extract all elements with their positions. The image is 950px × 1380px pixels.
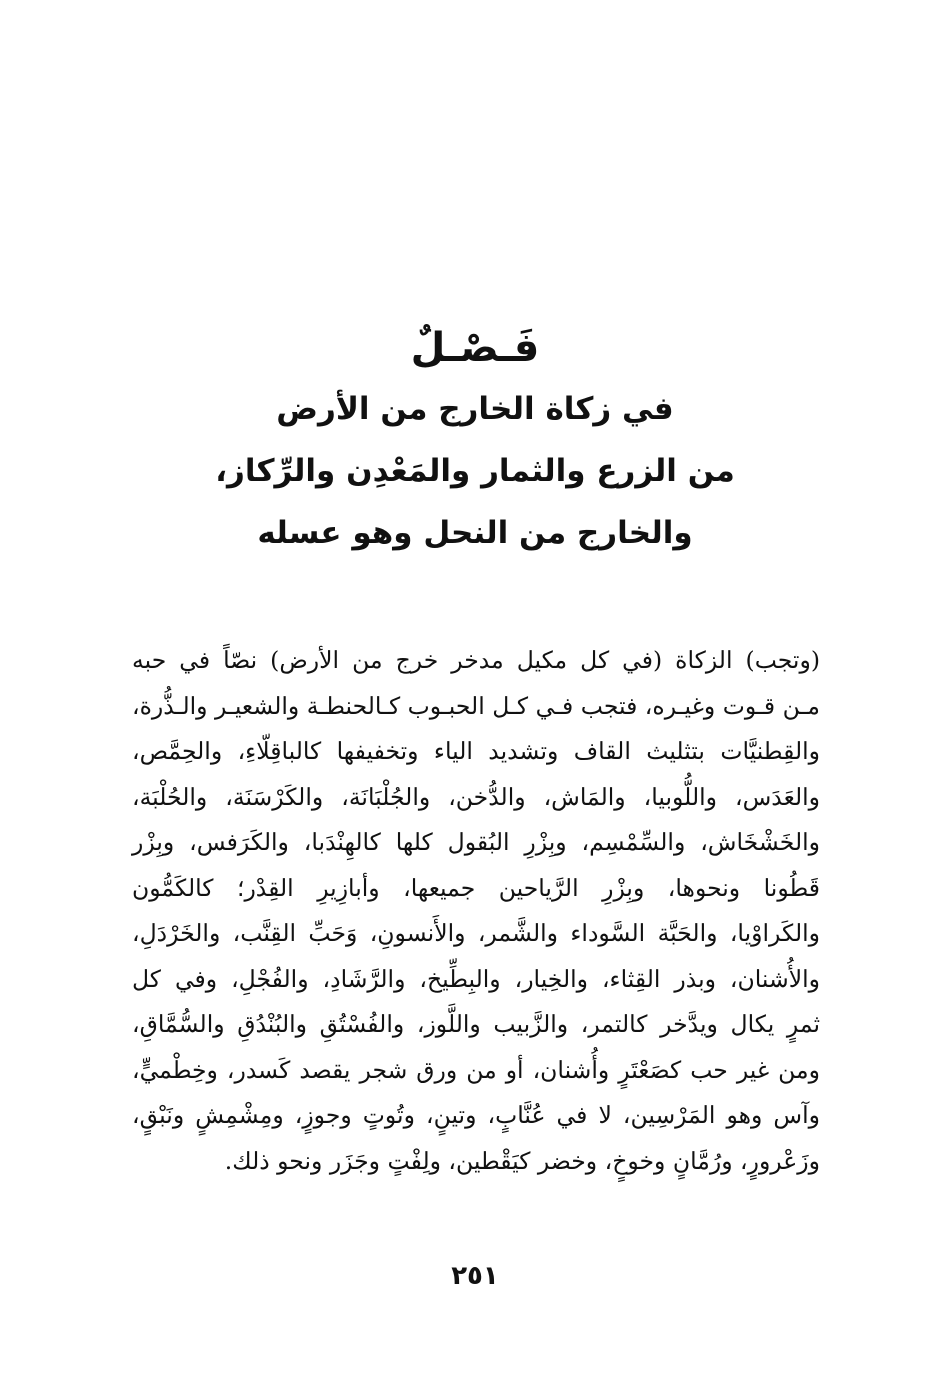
page-number: ٢٥١ xyxy=(451,1261,499,1291)
body-line: وزَعْرورٍ، ورُمَّانٍ وخوخٍ، وخضر كيَقْطين، ولِفْتٍ وجَزَر ونحو ذلك. xyxy=(224,1146,820,1175)
body-line: مـن قـوت وغيـره، فتجب فـي كـل الحبـوب كـالحنطـة والشعيـر والـذُّرة، xyxy=(132,691,820,720)
heading-line-1: في زكاة الخارج من الأرض xyxy=(276,391,674,427)
body-paragraph xyxy=(132,638,820,1184)
chapter-heading xyxy=(130,318,820,564)
body-line: ومن غير حب كصَعْتَرٍ وأُشنان، أو من ورق شجر يقصد كَسدر، وخِطْميٍّ، xyxy=(132,1055,820,1084)
body-line: والأُشنان، وبذر القِثاء، والخِيار، والبِطِّيخ، والرَّشَادِ، والفُجْلِ، وفي كل xyxy=(132,964,820,993)
section-title: فَـصْـلٌ xyxy=(410,325,540,371)
body-line: والقِطنيَّات بتثليث القاف وتشديد الياء وتخفيفها كالباقِلّاءِ، والحِمَّص، xyxy=(132,737,820,765)
body-line: والخَشْخَاش، والسِّمْسِم، وبِزْرِ البُقول كلها كالهِنْدَبا، والكَرَفس، وبِزْر xyxy=(132,828,820,856)
body-line: قَطُونا ونحوها، وبِزْرِ الرَّياحين جميعها، وأبازِيرِ القِدْر؛ كالكَمُّون xyxy=(132,873,820,902)
heading-line-2: من الزرع والثمار والمَعْدِن والرِّكاز، xyxy=(215,453,735,489)
body-line: (وتجب) الزكاة (في كل مكيل مدخر خرج من الأرض) نصّاً في حبه xyxy=(132,646,820,674)
body-line: ثمرٍ يكال ويدَّخر كالتمر، والزَّبيب واللَّوز، والفُسْتُقِ والبُنْدُقِ والسُّمَّاقِ، xyxy=(132,1010,820,1038)
body-line: والعَدَس، واللُّوبيا، والمَاش، والدُّخن، والجُلْبَانَة، والكَرْسَنَة، والحُلْبَة، xyxy=(132,782,820,811)
body-line: والكَراوْيا، والحَبَّة السَّوداء والشَّمر، والأَنسونِ، وَحَبِّ القِنَّب، والخَرْدَلِ، xyxy=(132,919,820,947)
body-line: وآس وهو المَرْسِين، لا في عُنَّابٍ، وتينٍ، وتُوتٍ وجوزٍ، ومِشْمِشٍ ونَبْقٍ، xyxy=(132,1101,820,1129)
heading-line-3: والخارج من النحل وهو عسله xyxy=(257,515,693,551)
